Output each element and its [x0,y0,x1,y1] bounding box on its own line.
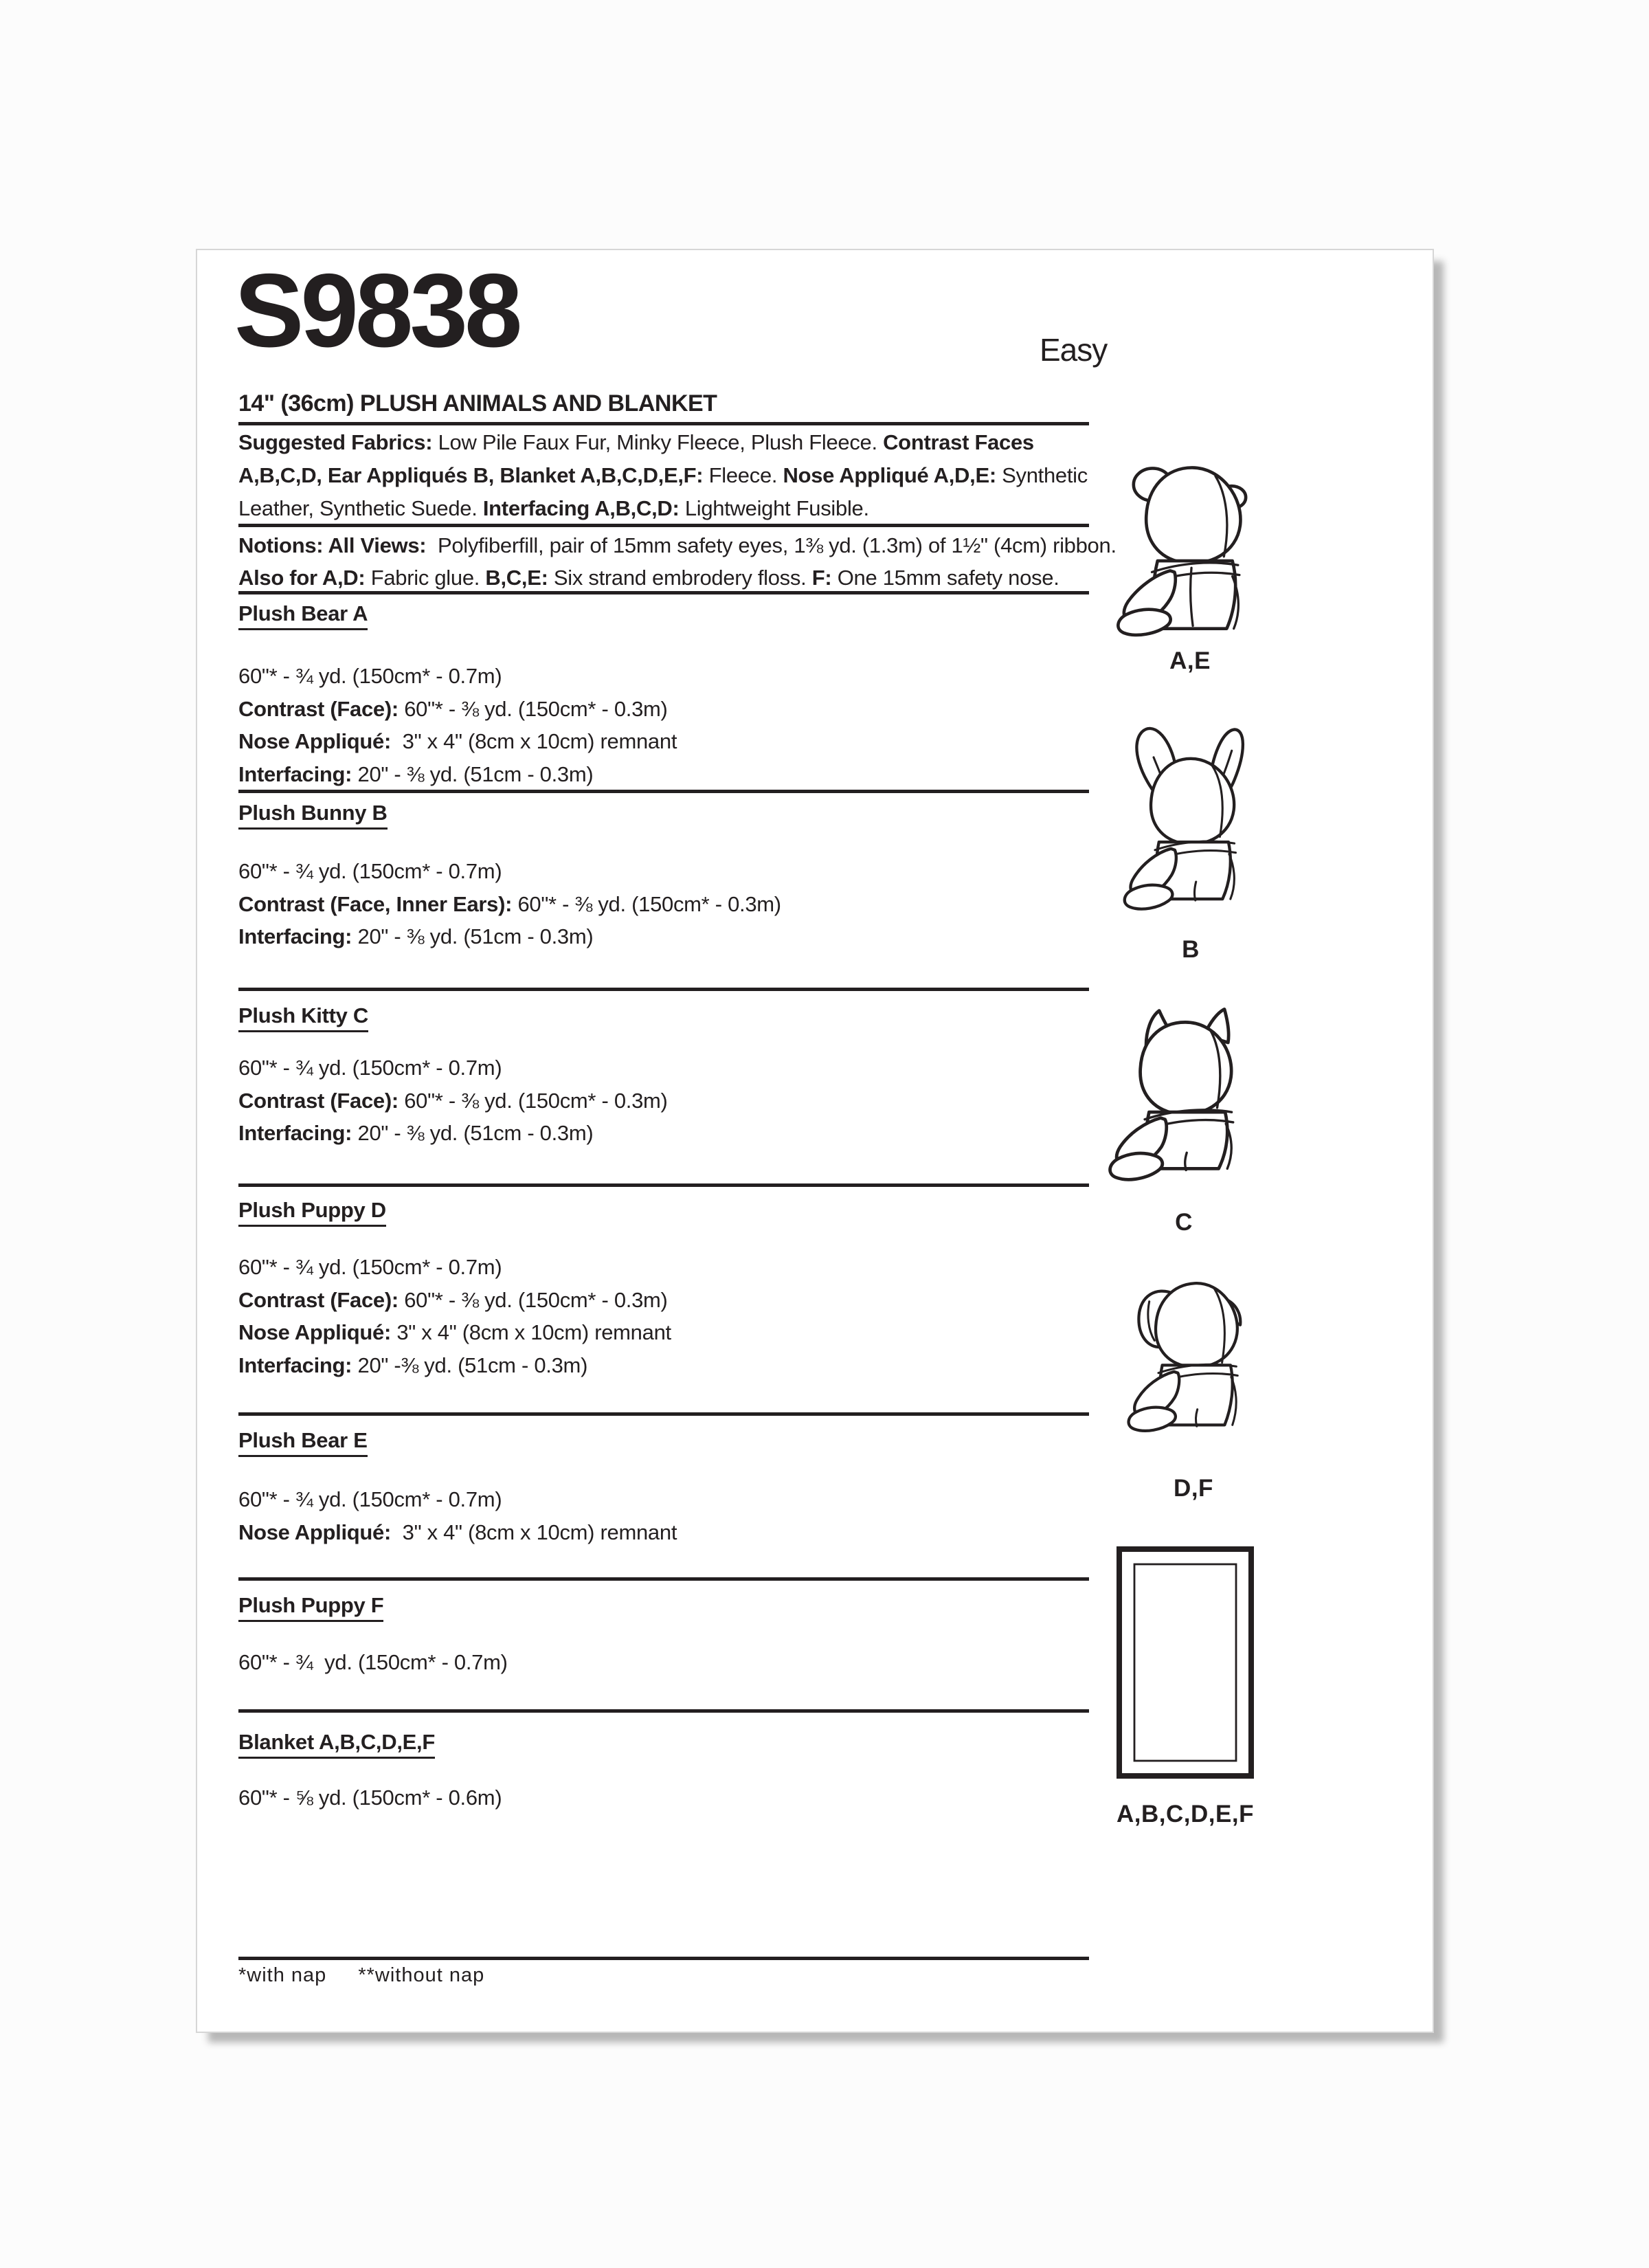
spec-line: Notions: All Views: Polyfiberfill, pair of 15mm safety eyes, 1⅜ yd. (1.3m) of 1½" (4cm) ribbon. [238,533,1117,557]
notions-paragraph [238,529,1117,594]
divider [238,1577,1089,1581]
spec-line: Contrast (Face, Inner Ears): 60"* - ⅜ yd. (150cm* - 0.3m) [238,891,781,916]
spec-line: Nose Appliqué: 3" x 4" (8cm x 10cm) remnant [238,1520,677,1544]
illustration-label-df: D,F [1174,1475,1213,1502]
section-title-plush-kitty-c: Plush Kitty C [238,1003,368,1032]
illustration-label-ae: A,E [1169,647,1211,674]
spec-line: 60"* - ¾ yd. (150cm* - 0.7m) [238,1650,508,1674]
illustration-label-c: C [1175,1209,1193,1236]
section-specs-plush-bear-a [238,660,1104,790]
spec-line: Contrast (Face): 60"* - ⅜ yd. (150cm* - 0.3m) [238,696,668,721]
spec-line: Interfacing: 20" -⅜ yd. (51cm - 0.3m) [238,1353,588,1377]
section-title-plush-bear-e: Plush Bear E [238,1428,368,1457]
pattern-number: S9838 [234,252,519,369]
section-title-plush-bear-a: Plush Bear A [238,601,368,630]
pattern-title: 14" (36cm) PLUSH ANIMALS AND BLANKET [238,390,717,416]
spec-line: 60"* - ¾ yd. (150cm* - 0.7m) [238,1255,502,1279]
plush-kitty-illustration [1104,1003,1264,1193]
divider [238,1183,1089,1187]
illustration-label-abcdef: A,B,C,D,E,F [1117,1801,1254,1827]
pattern-sheet-page [196,249,1434,2033]
suggested-fabrics-paragraph: Suggested Fabrics: Low Pile Faux Fur, Minky Fleece, Plush Fleece. Contrast Faces A,B,C,D, Ear Appliqués B, Blanket A,B,C,D,E,F: Fleece. Nose Appliqué A,D,E: Synthetic Leather, Synthetic Suede. Interfacing A,B,C,D: Lightweight Fusible. [238,430,1094,520]
divider [238,1709,1089,1713]
puppy-back-view-icon [1122,1274,1265,1448]
spec-line: Interfacing: 20" - ⅜ yd. (51cm - 0.3m) [238,1121,594,1145]
section-specs-plush-bunny-b [238,855,1104,953]
section-title-plush-bunny-b: Plush Bunny B [238,801,388,830]
difficulty-label: Easy [1040,332,1108,368]
section-title-blanket: Blanket A,B,C,D,E,F [238,1730,435,1759]
spec-line: Contrast (Face): 60"* - ⅜ yd. (150cm* - 0.3m) [238,1287,668,1312]
illustration-label-b: B [1182,936,1200,963]
spec-line: Contrast (Face): 60"* - ⅜ yd. (150cm* - 0.3m) [238,1088,668,1113]
section-title-plush-puppy-f: Plush Puppy F [238,1593,383,1622]
spec-line: Interfacing: 20" - ⅜ yd. (51cm - 0.3m) [238,761,594,786]
section-specs-plush-puppy-d [238,1251,1104,1381]
without-nap-note: **without nap [358,1964,485,1986]
bear-back-view-icon [1112,456,1268,640]
divider [238,988,1089,991]
divider [238,1957,1089,1960]
spec-line: Nose Appliqué: 3" x 4" (8cm x 10cm) remnant [238,729,677,753]
spec-line: 60"* - ¾ yd. (150cm* - 0.7m) [238,1056,502,1080]
divider [238,422,1089,425]
section-specs-plush-bear-e [238,1483,1104,1548]
plush-bunny-illustration [1118,719,1264,918]
spec-line: 60"* - ¾ yd. (150cm* - 0.7m) [238,664,502,688]
plush-bear-illustration [1112,456,1268,640]
spec-line: Interfacing: 20" - ⅜ yd. (51cm - 0.3m) [238,924,594,948]
kitty-back-view-icon [1104,1003,1264,1193]
plush-puppy-illustration [1122,1274,1265,1448]
with-nap-note: *with nap [238,1964,327,1986]
spec-line: 60"* - ¾ yd. (150cm* - 0.7m) [238,859,502,883]
spec-line: 60"* - ¾ yd. (150cm* - 0.7m) [238,1487,502,1511]
divider [238,1412,1089,1416]
spec-line: Nose Appliqué: 3" x 4" (8cm x 10cm) remnant [238,1320,671,1344]
bunny-back-view-icon [1118,719,1264,918]
section-title-plush-puppy-d: Plush Puppy D [238,1198,386,1227]
section-specs-plush-kitty-c [238,1052,1104,1150]
section-specs-plush-puppy-f [238,1646,1104,1679]
blanket-flat-icon [1115,1545,1255,1780]
spec-line: Also for A,D: Fabric glue. B,C,E: Six strand embrodery floss. F: One 15mm safety nose. [238,566,1059,590]
nap-footnote [238,1964,516,1987]
section-specs-blanket [238,1781,1104,1814]
blanket-illustration [1115,1545,1255,1780]
spec-line: 60"* - ⅝ yd. (150cm* - 0.6m) [238,1786,502,1810]
